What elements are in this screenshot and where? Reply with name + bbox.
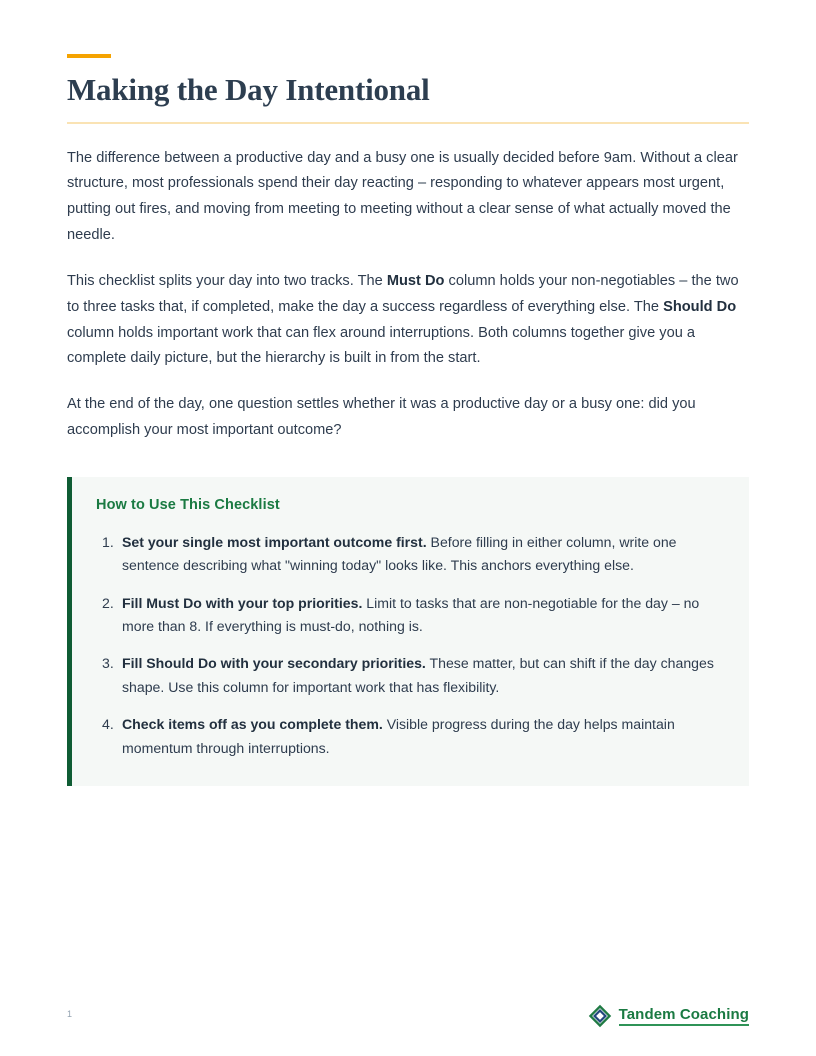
page-footer <box>0 1000 816 1040</box>
how-to-use-list-item <box>122 517 723 578</box>
brand-logo[interactable] <box>588 1004 749 1028</box>
paragraph-two-tracks <box>67 249 749 372</box>
page-content <box>67 0 749 786</box>
how-to-use-callout <box>67 477 749 786</box>
how-to-use-list-item <box>122 638 723 699</box>
how-to-use-list <box>96 517 723 760</box>
how-to-use-list-item <box>122 699 723 760</box>
brand-name: Tandem Coaching <box>619 1006 749 1026</box>
body-text: This checklist splits your day into two tracks. The <box>67 272 387 289</box>
list-item-lead: Check items off as you complete them. <box>122 716 383 733</box>
body-text: column holds your non-negotiables – the two to three tasks that, if completed, make the day a success regardless of everything else. The <box>67 272 739 315</box>
how-to-use-list-item <box>122 578 723 639</box>
callout-heading: How to Use This Checklist <box>96 496 280 513</box>
emphasis-text: Must Do <box>386 272 445 289</box>
body-text: column holds important work that can flex around interruptions. Both columns together give you a complete daily picture, but the hierarchy is built in from the start. <box>67 324 696 367</box>
tandem-diamond-logo-icon <box>588 1004 612 1028</box>
paragraph-intro <box>67 124 749 249</box>
body-text: At the end of the day, one question settles whether it was a productive day or a busy one: did you accomplish your most important outcome? <box>67 396 696 439</box>
emphasis-text: Should Do <box>663 298 737 315</box>
list-item-lead: Fill Must Do with your top priorities. <box>122 594 363 611</box>
title-accent-bar <box>67 54 111 58</box>
list-item-body: Limit to tasks that are non-negotiable for the day – no more than 8. If everything is must-do, nothing is. <box>122 594 700 635</box>
list-item-body: Visible progress during the day helps maintain momentum through interruptions. <box>122 716 675 756</box>
page-title: Making the Day Intentional <box>67 72 430 107</box>
page-number: 1 <box>67 1009 73 1019</box>
list-item-body: Before filling in either column, write one sentence describing what "winning today" looks like. This anchors everything else. <box>122 533 677 574</box>
body-text: The difference between a productive day and a busy one is usually decided before 9am. Without a clear structure, most professionals spend their day reacting – responding to whatever appears most urgent, putting out fires, and moving from meeting to meeting without a clear sense of what actually moved the needle. <box>67 149 738 244</box>
list-item-lead: Fill Should Do with your secondary priorities. <box>122 655 426 672</box>
paragraph-closing-question <box>67 372 749 444</box>
list-item-body: These matter, but can shift if the day changes shape. Use this column for important work that has flexibility. <box>122 655 714 695</box>
list-item-lead: Set your single most important outcome first. <box>122 533 427 550</box>
